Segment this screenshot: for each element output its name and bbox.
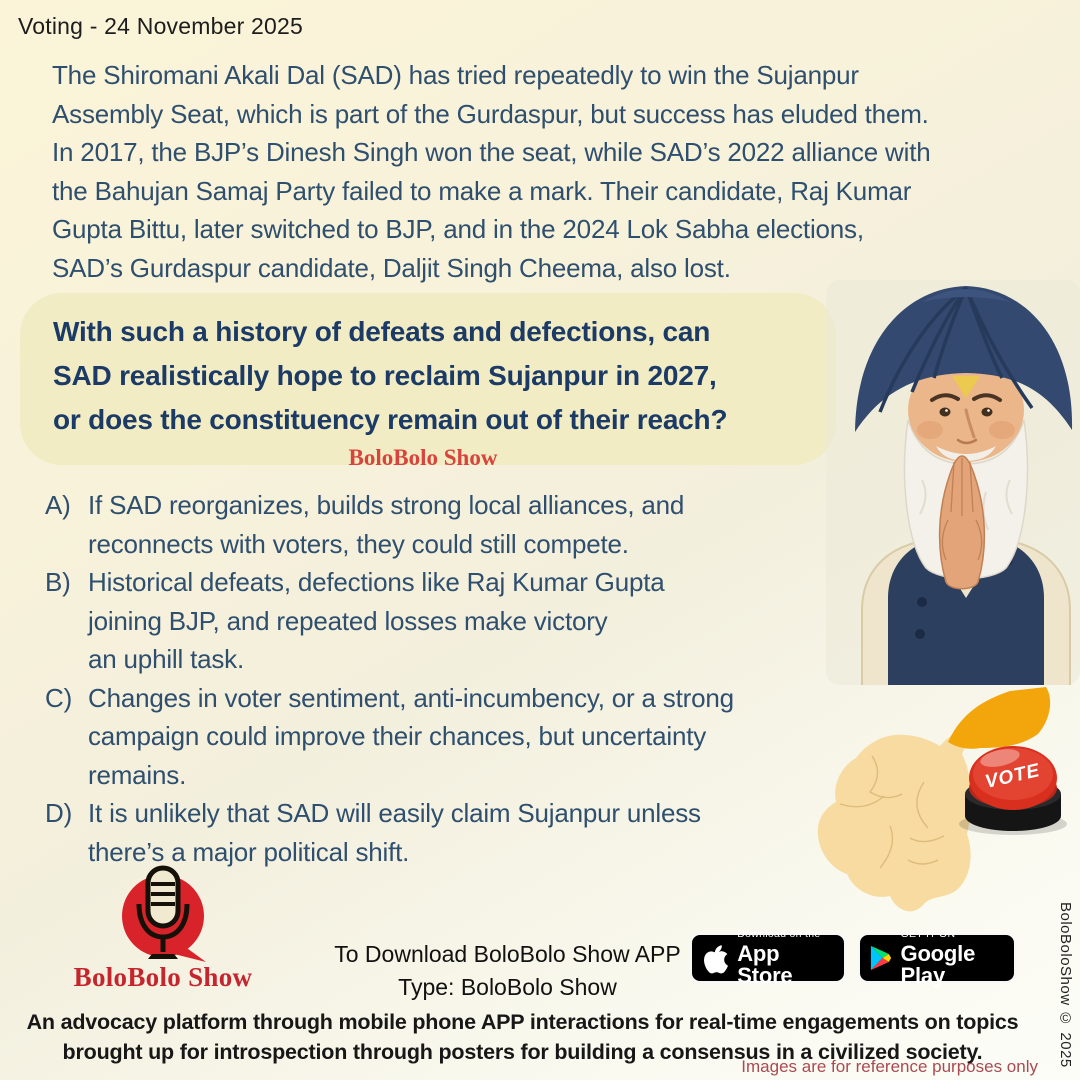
question-box xyxy=(20,293,836,470)
option-b-line: joining BJP, and repeated losses make victory xyxy=(88,605,608,636)
intro-line: In 2017, the BJP’s Dinesh Singh won the seat, while SAD’s 2022 alliance with xyxy=(52,137,931,167)
question-brand-label: BoloBolo Show xyxy=(348,445,498,470)
bolobolo-logo-icon xyxy=(108,862,218,966)
download-instructions xyxy=(320,938,695,1004)
advocacy-line: brought up for introspection through posters for building a consensus in a civilized society. xyxy=(62,1040,983,1064)
question-line: SAD realistically hope to reclaim Sujanpur in 2027, xyxy=(53,360,717,391)
option-d xyxy=(45,794,734,871)
apple-icon xyxy=(702,942,728,974)
option-b-label: B) xyxy=(45,567,71,597)
download-line: Type: BoloBolo Show xyxy=(398,974,617,1000)
intro-line: Assembly Seat, which is part of the Gurdaspur, but success has eluded them. xyxy=(52,98,929,129)
date-label: Voting - 24 November 2025 xyxy=(18,13,304,39)
image-disclaimer: Images are for reference purposes only xyxy=(741,1057,1038,1076)
intro-paragraph xyxy=(52,56,931,287)
option-b-line: Historical defeats, defections like Raj Kumar Gupta xyxy=(88,567,665,597)
district-map xyxy=(812,684,1080,929)
option-c-label: C) xyxy=(45,682,73,713)
question-line: or does the constituency remain out of their reach? xyxy=(53,404,728,435)
option-a-line: reconnects with voters, they could still compete. xyxy=(88,528,629,559)
option-c-line: campaign could improve their chances, but uncertainty xyxy=(88,721,707,751)
option-b-line: an uphill task. xyxy=(88,644,244,674)
option-a-label: A) xyxy=(45,490,71,520)
svg-text:VOTE: VOTE xyxy=(983,760,1043,794)
option-d-line: It is unlikely that SAD will easily claim Sujanpur unless xyxy=(88,798,701,828)
sikh-man-illustration xyxy=(826,280,1080,685)
option-a-line: If SAD reorganizes, builds strong local alliances, and xyxy=(88,490,685,520)
google-play-badge-title: Google Play xyxy=(900,940,976,988)
option-a xyxy=(45,486,734,563)
app-store-badge-title: App Store xyxy=(737,940,793,988)
options-list xyxy=(45,486,734,871)
option-d-line: there’s a major political shift. xyxy=(88,836,410,867)
logo-wordmark: BoloBolo Show xyxy=(73,962,253,992)
google-play-icon xyxy=(870,943,892,973)
app-store-badge[interactable] xyxy=(690,928,846,988)
copyright-vertical: BoloBoloShow © 2025 xyxy=(1057,902,1074,1068)
intro-line: The Shiromani Akali Dal (SAD) has tried repeatedly to win the Sujanpur xyxy=(52,60,859,90)
option-b xyxy=(45,563,734,679)
intro-line: SAD’s Gurdaspur candidate, Daljit Singh Cheema, also lost. xyxy=(52,252,731,283)
advocacy-line: An advocacy platform through mobile phone APP interactions for real-time engagements on topics xyxy=(26,1010,1019,1034)
intro-line: Gupta Bittu, later switched to BJP, and in the 2024 Lok Sabha elections, xyxy=(52,214,864,244)
app-store-badge-tagline: Download on the xyxy=(737,928,821,941)
vote-button xyxy=(959,746,1067,835)
highlighted-constituency-region xyxy=(948,687,1050,749)
download-line: To Download BoloBolo Show APP xyxy=(334,941,681,967)
question-line: With such a history of defeats and defections, can xyxy=(53,316,711,347)
google-play-badge[interactable] xyxy=(858,928,1016,988)
option-d-label: D) xyxy=(45,798,73,828)
option-c-line: Changes in voter sentiment, anti-incumbency, or a strong xyxy=(88,682,734,713)
option-c-line: remains. xyxy=(88,759,187,790)
option-c xyxy=(45,679,734,795)
intro-line: the Bahujan Samaj Party failed to make a mark. Their candidate, Raj Kumar xyxy=(52,175,912,206)
google-play-badge-tagline: GET IT ON xyxy=(900,928,956,941)
